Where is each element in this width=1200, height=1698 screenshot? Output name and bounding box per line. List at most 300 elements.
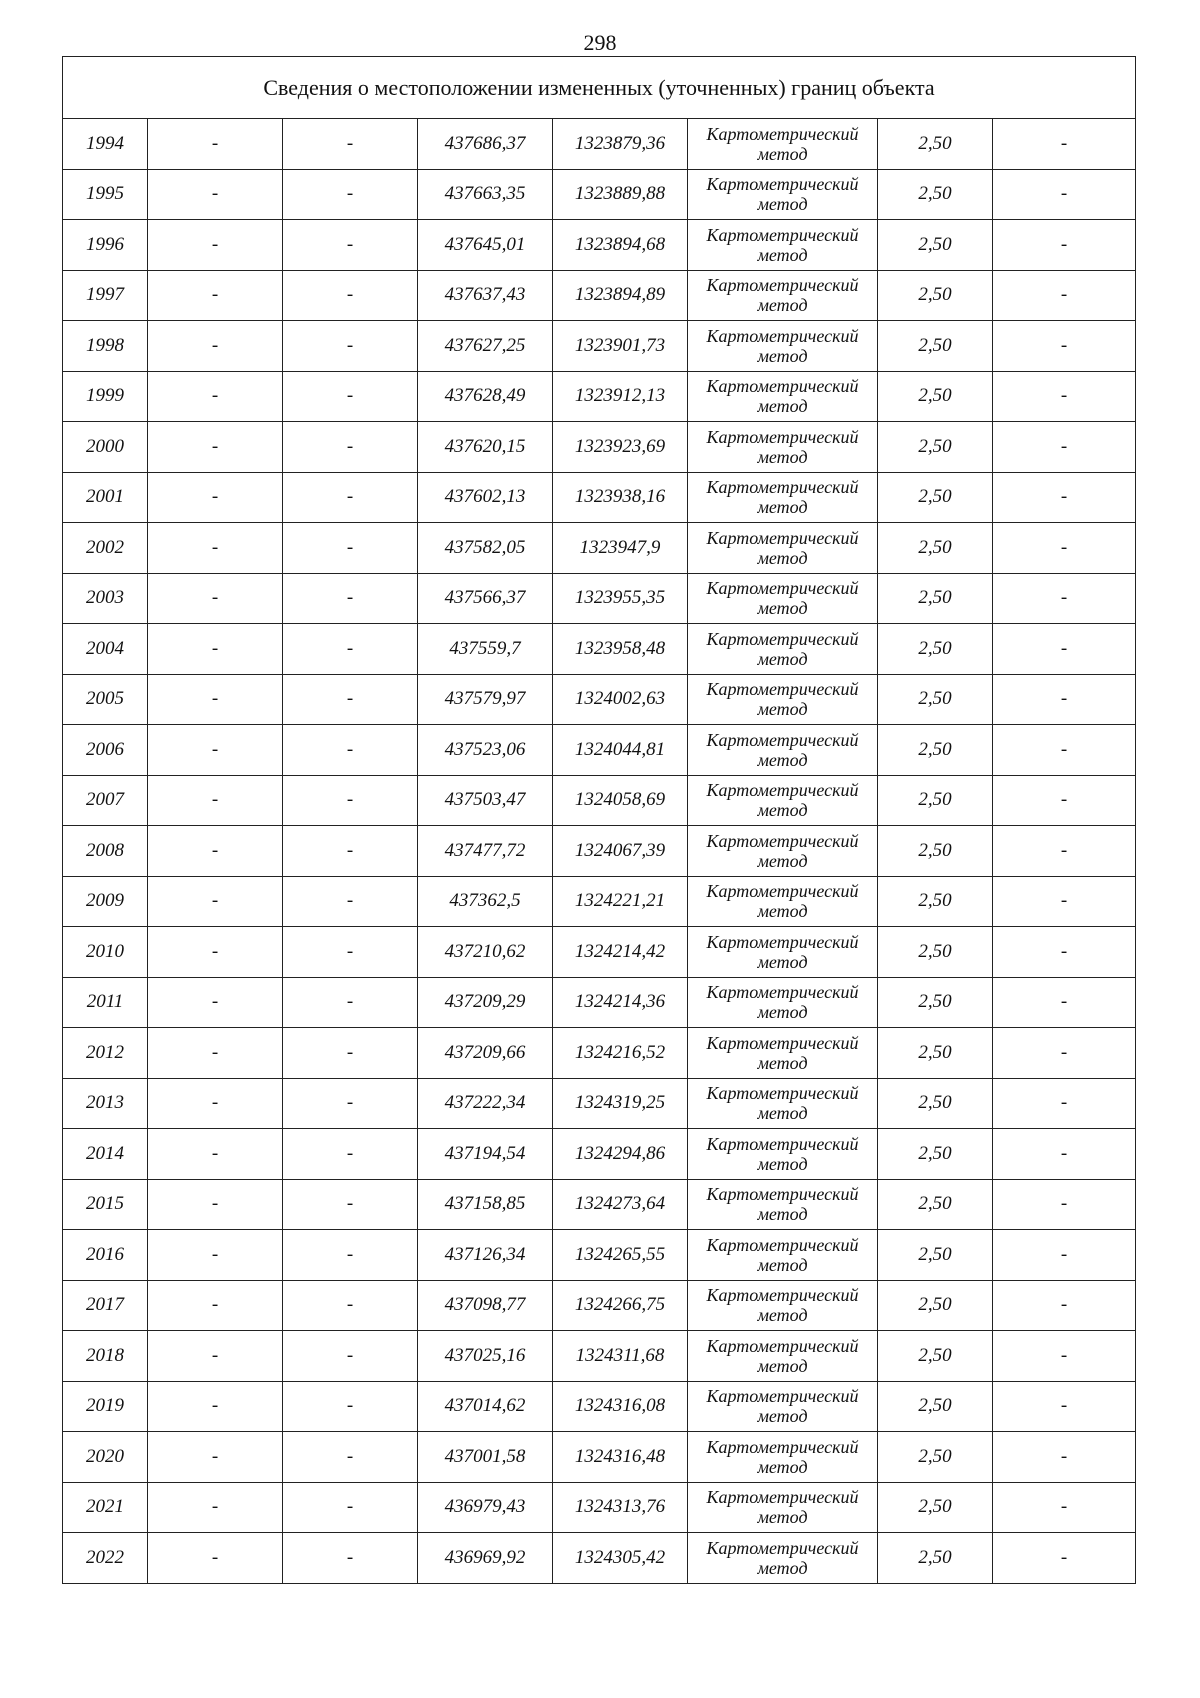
method-line-1: Картометрический — [706, 1184, 859, 1205]
method-cell — [688, 1280, 878, 1331]
point-number-cell: 2009 — [63, 876, 148, 927]
accuracy-cell: 2,50 — [878, 775, 993, 826]
old-y-cell: - — [283, 1432, 418, 1483]
accuracy-cell: 2,50 — [878, 1230, 993, 1281]
old-y-cell: - — [283, 321, 418, 372]
method-cell — [688, 1533, 878, 1584]
method-line-2: метод — [757, 648, 808, 669]
method-cell — [688, 220, 878, 271]
table-row — [63, 1331, 1136, 1382]
accuracy-cell: 2,50 — [878, 927, 993, 978]
description-cell: - — [993, 1482, 1136, 1533]
method-line-2: метод — [757, 1355, 808, 1376]
point-number-cell: 2016 — [63, 1230, 148, 1281]
method-cell — [688, 1230, 878, 1281]
old-y-cell: - — [283, 1028, 418, 1079]
new-y-cell: 1324319,25 — [553, 1078, 688, 1129]
description-cell: - — [993, 1078, 1136, 1129]
old-x-cell: - — [148, 1230, 283, 1281]
description-cell: - — [993, 1432, 1136, 1483]
point-number-cell: 2008 — [63, 826, 148, 877]
old-y-cell: - — [283, 1482, 418, 1533]
new-y-cell: 1323938,16 — [553, 472, 688, 523]
description-cell: - — [993, 169, 1136, 220]
point-number-cell: 1996 — [63, 220, 148, 271]
point-number-cell: 2006 — [63, 725, 148, 776]
accuracy-cell: 2,50 — [878, 826, 993, 877]
point-number-cell: 2021 — [63, 1482, 148, 1533]
description-cell: - — [993, 523, 1136, 574]
method-line-1: Картометрический — [706, 174, 859, 195]
new-y-cell: 1324067,39 — [553, 826, 688, 877]
method-line-1: Картометрический — [706, 325, 859, 346]
new-x-cell: 437566,37 — [418, 573, 553, 624]
description-cell: - — [993, 977, 1136, 1028]
description-cell: - — [993, 270, 1136, 321]
method-line-1: Картометрический — [706, 982, 859, 1003]
new-y-cell: 1323958,48 — [553, 624, 688, 675]
table-row — [63, 422, 1136, 473]
method-line-2: метод — [757, 1002, 808, 1023]
method-line-1: Картометрический — [706, 376, 859, 397]
method-line-2: метод — [757, 1456, 808, 1477]
new-y-cell: 1324311,68 — [553, 1331, 688, 1382]
table-row — [63, 826, 1136, 877]
method-line-1: Картометрический — [706, 729, 859, 750]
method-line-2: метод — [757, 143, 808, 164]
old-y-cell: - — [283, 1129, 418, 1180]
point-number-cell: 2007 — [63, 775, 148, 826]
method-line-2: метод — [757, 446, 808, 467]
new-x-cell: 437645,01 — [418, 220, 553, 271]
method-cell — [688, 523, 878, 574]
description-cell: - — [993, 422, 1136, 473]
method-line-1: Картометрический — [706, 679, 859, 700]
old-x-cell: - — [148, 725, 283, 776]
method-line-1: Картометрический — [706, 830, 859, 851]
method-line-2: метод — [757, 345, 808, 366]
new-x-cell: 437579,97 — [418, 674, 553, 725]
old-x-cell: - — [148, 826, 283, 877]
description-cell: - — [993, 826, 1136, 877]
description-cell: - — [993, 674, 1136, 725]
method-cell — [688, 169, 878, 220]
method-line-2: метод — [757, 396, 808, 417]
old-y-cell: - — [283, 270, 418, 321]
method-line-2: метод — [757, 547, 808, 568]
new-x-cell: 437627,25 — [418, 321, 553, 372]
description-cell: - — [993, 1381, 1136, 1432]
new-x-cell: 437628,49 — [418, 371, 553, 422]
point-number-cell: 2004 — [63, 624, 148, 675]
point-number-cell: 2017 — [63, 1280, 148, 1331]
new-x-cell: 437602,13 — [418, 472, 553, 523]
accuracy-cell: 2,50 — [878, 1078, 993, 1129]
table-row — [63, 1482, 1136, 1533]
description-cell: - — [993, 1129, 1136, 1180]
point-number-cell: 1998 — [63, 321, 148, 372]
accuracy-cell: 2,50 — [878, 1533, 993, 1584]
old-y-cell: - — [283, 826, 418, 877]
method-cell — [688, 977, 878, 1028]
old-x-cell: - — [148, 624, 283, 675]
table-row — [63, 220, 1136, 271]
point-number-cell: 1997 — [63, 270, 148, 321]
new-x-cell: 437222,34 — [418, 1078, 553, 1129]
old-y-cell: - — [283, 775, 418, 826]
table-row — [63, 927, 1136, 978]
method-line-1: Картометрический — [706, 628, 859, 649]
new-x-cell: 437637,43 — [418, 270, 553, 321]
old-y-cell: - — [283, 371, 418, 422]
table-row — [63, 977, 1136, 1028]
old-y-cell: - — [283, 1381, 418, 1432]
old-y-cell: - — [283, 624, 418, 675]
new-y-cell: 1324316,48 — [553, 1432, 688, 1483]
description-cell: - — [993, 1230, 1136, 1281]
description-cell: - — [993, 1179, 1136, 1230]
old-y-cell: - — [283, 220, 418, 271]
method-line-2: метод — [757, 951, 808, 972]
method-cell — [688, 1078, 878, 1129]
new-y-cell: 1324266,75 — [553, 1280, 688, 1331]
old-x-cell: - — [148, 371, 283, 422]
new-y-cell: 1324273,64 — [553, 1179, 688, 1230]
old-y-cell: - — [283, 1230, 418, 1281]
accuracy-cell: 2,50 — [878, 169, 993, 220]
accuracy-cell: 2,50 — [878, 1381, 993, 1432]
new-x-cell: 437001,58 — [418, 1432, 553, 1483]
method-cell — [688, 321, 878, 372]
table-row — [63, 371, 1136, 422]
method-cell — [688, 1381, 878, 1432]
new-y-cell: 1324214,42 — [553, 927, 688, 978]
method-line-1: Картометрический — [706, 1133, 859, 1154]
old-x-cell: - — [148, 321, 283, 372]
new-y-cell: 1324044,81 — [553, 725, 688, 776]
description-cell: - — [993, 927, 1136, 978]
old-y-cell: - — [283, 422, 418, 473]
method-cell — [688, 422, 878, 473]
new-y-cell: 1324265,55 — [553, 1230, 688, 1281]
accuracy-cell: 2,50 — [878, 1129, 993, 1180]
old-y-cell: - — [283, 725, 418, 776]
method-cell — [688, 1432, 878, 1483]
method-line-1: Картометрический — [706, 275, 859, 296]
new-y-cell: 1323923,69 — [553, 422, 688, 473]
new-y-cell: 1324058,69 — [553, 775, 688, 826]
description-cell: - — [993, 119, 1136, 170]
point-number-cell: 2020 — [63, 1432, 148, 1483]
point-number-cell: 2003 — [63, 573, 148, 624]
old-y-cell: - — [283, 472, 418, 523]
method-line-2: метод — [757, 1507, 808, 1528]
old-x-cell: - — [148, 270, 283, 321]
boundary-table — [62, 56, 1136, 1584]
method-cell — [688, 927, 878, 978]
description-cell: - — [993, 573, 1136, 624]
method-cell — [688, 826, 878, 877]
description-cell: - — [993, 1028, 1136, 1079]
method-line-2: метод — [757, 1557, 808, 1578]
old-y-cell: - — [283, 876, 418, 927]
table-title-row — [63, 57, 1136, 119]
new-y-cell: 1323894,68 — [553, 220, 688, 271]
point-number-cell: 1994 — [63, 119, 148, 170]
method-line-2: метод — [757, 699, 808, 720]
method-cell — [688, 371, 878, 422]
table-row — [63, 1280, 1136, 1331]
method-line-1: Картометрический — [706, 1436, 859, 1457]
accuracy-cell: 2,50 — [878, 523, 993, 574]
point-number-cell: 1999 — [63, 371, 148, 422]
table-body — [63, 119, 1136, 1584]
method-cell — [688, 1482, 878, 1533]
method-line-1: Картометрический — [706, 1386, 859, 1407]
method-line-2: метод — [757, 244, 808, 265]
new-x-cell: 437663,35 — [418, 169, 553, 220]
new-x-cell: 437582,05 — [418, 523, 553, 574]
old-x-cell: - — [148, 1129, 283, 1180]
point-number-cell: 2012 — [63, 1028, 148, 1079]
old-x-cell: - — [148, 119, 283, 170]
table-row — [63, 573, 1136, 624]
old-x-cell: - — [148, 523, 283, 574]
new-x-cell: 437014,62 — [418, 1381, 553, 1432]
method-line-1: Картометрический — [706, 1234, 859, 1255]
new-y-cell: 1323889,88 — [553, 169, 688, 220]
method-cell — [688, 270, 878, 321]
old-y-cell: - — [283, 1533, 418, 1584]
old-x-cell: - — [148, 169, 283, 220]
method-line-1: Картометрический — [706, 1083, 859, 1104]
old-x-cell: - — [148, 220, 283, 271]
method-line-2: метод — [757, 850, 808, 871]
method-line-1: Картометрический — [706, 426, 859, 447]
description-cell: - — [993, 321, 1136, 372]
table-row — [63, 1028, 1136, 1079]
method-line-2: метод — [757, 497, 808, 518]
description-cell: - — [993, 775, 1136, 826]
description-cell: - — [993, 220, 1136, 271]
old-y-cell: - — [283, 674, 418, 725]
method-cell — [688, 725, 878, 776]
method-line-1: Картометрический — [706, 123, 859, 144]
new-x-cell: 437620,15 — [418, 422, 553, 473]
point-number-cell: 2011 — [63, 977, 148, 1028]
method-line-1: Картометрический — [706, 881, 859, 902]
old-x-cell: - — [148, 1482, 283, 1533]
table-row — [63, 1230, 1136, 1281]
old-x-cell: - — [148, 573, 283, 624]
accuracy-cell: 2,50 — [878, 371, 993, 422]
table-row — [63, 624, 1136, 675]
old-x-cell: - — [148, 1381, 283, 1432]
new-x-cell: 437025,16 — [418, 1331, 553, 1382]
new-x-cell: 437559,7 — [418, 624, 553, 675]
old-y-cell: - — [283, 927, 418, 978]
table-row — [63, 119, 1136, 170]
old-x-cell: - — [148, 1028, 283, 1079]
accuracy-cell: 2,50 — [878, 270, 993, 321]
old-y-cell: - — [283, 1179, 418, 1230]
page-number: 298 — [583, 30, 617, 55]
table-title: Сведения о местоположении измененных (уточненных) границ объекта — [63, 57, 1136, 119]
point-number-cell: 2000 — [63, 422, 148, 473]
new-x-cell: 437194,54 — [418, 1129, 553, 1180]
old-x-cell: - — [148, 1179, 283, 1230]
old-x-cell: - — [148, 422, 283, 473]
point-number-cell: 2022 — [63, 1533, 148, 1584]
method-line-1: Картометрический — [706, 780, 859, 801]
method-line-2: метод — [757, 1103, 808, 1124]
method-line-2: метод — [757, 1204, 808, 1225]
new-x-cell: 437362,5 — [418, 876, 553, 927]
old-y-cell: - — [283, 573, 418, 624]
method-cell — [688, 1129, 878, 1180]
method-line-2: метод — [757, 1052, 808, 1073]
table-row — [63, 674, 1136, 725]
accuracy-cell: 2,50 — [878, 119, 993, 170]
method-line-2: метод — [757, 598, 808, 619]
new-x-cell: 437686,37 — [418, 119, 553, 170]
new-y-cell: 1324316,08 — [553, 1381, 688, 1432]
description-cell: - — [993, 876, 1136, 927]
new-x-cell: 437477,72 — [418, 826, 553, 877]
accuracy-cell: 2,50 — [878, 674, 993, 725]
old-x-cell: - — [148, 977, 283, 1028]
new-y-cell: 1324221,21 — [553, 876, 688, 927]
table-row — [63, 472, 1136, 523]
old-y-cell: - — [283, 1280, 418, 1331]
table-row — [63, 169, 1136, 220]
new-y-cell: 1323879,36 — [553, 119, 688, 170]
new-x-cell: 437523,06 — [418, 725, 553, 776]
accuracy-cell: 2,50 — [878, 321, 993, 372]
method-cell — [688, 1179, 878, 1230]
method-line-1: Картометрический — [706, 1032, 859, 1053]
method-line-1: Картометрический — [706, 527, 859, 548]
new-y-cell: 1324002,63 — [553, 674, 688, 725]
old-x-cell: - — [148, 1331, 283, 1382]
table-row — [63, 270, 1136, 321]
method-cell — [688, 1331, 878, 1382]
new-x-cell: 437209,66 — [418, 1028, 553, 1079]
method-line-1: Картометрический — [706, 477, 859, 498]
new-x-cell: 437503,47 — [418, 775, 553, 826]
accuracy-cell: 2,50 — [878, 1280, 993, 1331]
accuracy-cell: 2,50 — [878, 725, 993, 776]
method-line-2: метод — [757, 1153, 808, 1174]
description-cell: - — [993, 371, 1136, 422]
new-y-cell: 1324313,76 — [553, 1482, 688, 1533]
accuracy-cell: 2,50 — [878, 1179, 993, 1230]
accuracy-cell: 2,50 — [878, 1482, 993, 1533]
new-y-cell: 1324216,52 — [553, 1028, 688, 1079]
point-number-cell: 2014 — [63, 1129, 148, 1180]
accuracy-cell: 2,50 — [878, 977, 993, 1028]
table-row — [63, 1533, 1136, 1584]
new-x-cell: 437210,62 — [418, 927, 553, 978]
accuracy-cell: 2,50 — [878, 1331, 993, 1382]
method-line-1: Картометрический — [706, 1285, 859, 1306]
method-line-2: метод — [757, 295, 808, 316]
method-line-2: метод — [757, 1406, 808, 1427]
old-x-cell: - — [148, 775, 283, 826]
description-cell: - — [993, 1331, 1136, 1382]
old-x-cell: - — [148, 927, 283, 978]
point-number-cell: 2005 — [63, 674, 148, 725]
accuracy-cell: 2,50 — [878, 1028, 993, 1079]
method-line-2: метод — [757, 800, 808, 821]
table-row — [63, 775, 1136, 826]
method-cell — [688, 119, 878, 170]
old-y-cell: - — [283, 977, 418, 1028]
old-y-cell: - — [283, 169, 418, 220]
method-line-2: метод — [757, 1305, 808, 1326]
method-line-2: метод — [757, 1254, 808, 1275]
new-y-cell: 1324214,36 — [553, 977, 688, 1028]
old-x-cell: - — [148, 472, 283, 523]
new-y-cell: 1324305,42 — [553, 1533, 688, 1584]
description-cell: - — [993, 725, 1136, 776]
method-line-1: Картометрический — [706, 1537, 859, 1558]
method-line-1: Картометрический — [706, 224, 859, 245]
method-line-2: метод — [757, 749, 808, 770]
method-line-2: метод — [757, 194, 808, 215]
new-y-cell: 1323955,35 — [553, 573, 688, 624]
description-cell: - — [993, 624, 1136, 675]
point-number-cell: 2018 — [63, 1331, 148, 1382]
old-y-cell: - — [283, 523, 418, 574]
old-y-cell: - — [283, 1331, 418, 1382]
accuracy-cell: 2,50 — [878, 1432, 993, 1483]
new-x-cell: 436969,92 — [418, 1533, 553, 1584]
old-x-cell: - — [148, 1533, 283, 1584]
method-cell — [688, 624, 878, 675]
new-y-cell: 1323912,13 — [553, 371, 688, 422]
method-cell — [688, 573, 878, 624]
method-line-1: Картометрический — [706, 1487, 859, 1508]
accuracy-cell: 2,50 — [878, 624, 993, 675]
old-x-cell: - — [148, 876, 283, 927]
table-row — [63, 1129, 1136, 1180]
new-x-cell: 437158,85 — [418, 1179, 553, 1230]
table-row — [63, 876, 1136, 927]
point-number-cell: 2010 — [63, 927, 148, 978]
point-number-cell: 2013 — [63, 1078, 148, 1129]
new-x-cell: 436979,43 — [418, 1482, 553, 1533]
old-x-cell: - — [148, 1078, 283, 1129]
point-number-cell: 2002 — [63, 523, 148, 574]
table-row — [63, 1078, 1136, 1129]
point-number-cell: 2001 — [63, 472, 148, 523]
method-cell — [688, 1028, 878, 1079]
description-cell: - — [993, 1280, 1136, 1331]
accuracy-cell: 2,50 — [878, 220, 993, 271]
old-x-cell: - — [148, 674, 283, 725]
old-x-cell: - — [148, 1432, 283, 1483]
method-line-1: Картометрический — [706, 578, 859, 599]
accuracy-cell: 2,50 — [878, 472, 993, 523]
table-row — [63, 1381, 1136, 1432]
method-cell — [688, 876, 878, 927]
table-row — [63, 321, 1136, 372]
new-x-cell: 437209,29 — [418, 977, 553, 1028]
old-y-cell: - — [283, 1078, 418, 1129]
method-line-1: Картометрический — [706, 1335, 859, 1356]
point-number-cell: 2019 — [63, 1381, 148, 1432]
